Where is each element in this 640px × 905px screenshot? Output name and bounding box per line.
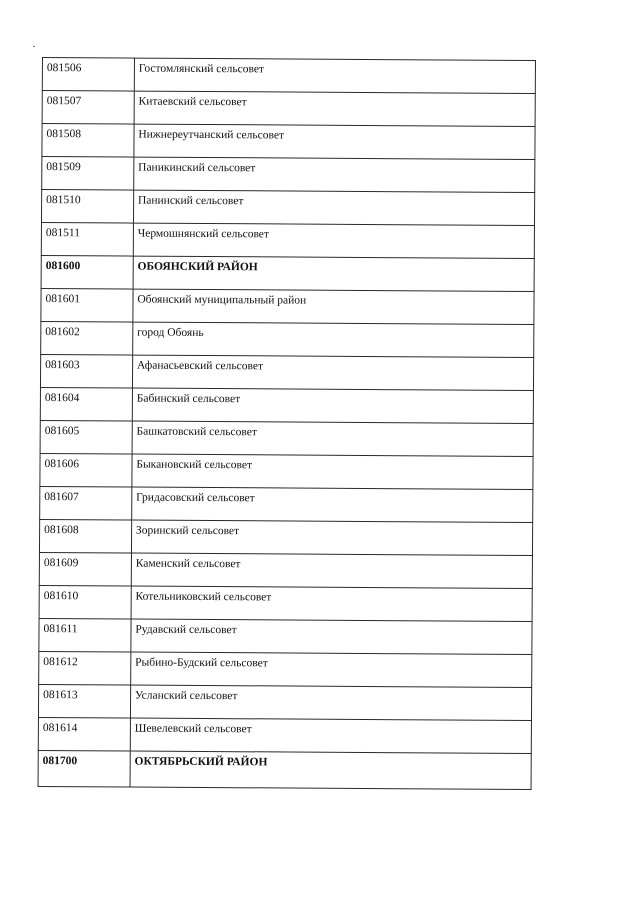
table-row	[40, 420, 533, 456]
code-cell: 081612	[39, 651, 131, 685]
table-row	[39, 585, 532, 621]
table-row	[42, 58, 535, 94]
name-cell: Шевелевский сельсовет	[130, 718, 531, 753]
table-row	[40, 453, 533, 489]
scan-speck	[33, 46, 35, 47]
name-cell: Гридасовский сельсовет	[132, 487, 533, 522]
table-row	[41, 190, 534, 226]
name-cell: Котельниковский сельсовет	[131, 586, 532, 621]
name-cell: Чермошнянский сельсовет	[133, 223, 534, 258]
table-row	[38, 750, 531, 789]
code-cell: 081605	[40, 420, 132, 454]
code-cell: 081606	[40, 453, 132, 487]
table-row	[38, 684, 531, 720]
code-cell: 081509	[42, 157, 134, 191]
table-row	[42, 124, 535, 160]
code-cell: 081613	[38, 684, 130, 718]
name-cell: Бабинский сельсовет	[132, 388, 533, 423]
name-cell: Рыбино-Будский сельсовет	[131, 652, 532, 687]
name-cell: Обоянский муниципальный район	[133, 289, 534, 324]
code-cell: 081611	[39, 618, 131, 652]
table-row	[40, 486, 533, 522]
code-cell: 081607	[40, 486, 132, 520]
name-cell: Каменский сельсовет	[131, 553, 532, 588]
name-cell: Гостомлянский сельсовет	[134, 58, 535, 93]
code-cell: 081614	[38, 717, 130, 751]
code-cell: 081600	[41, 255, 133, 289]
table-row	[41, 321, 534, 357]
table-row	[40, 354, 533, 390]
name-cell: Зоринский сельсовет	[131, 520, 532, 555]
code-cell: 081604	[40, 387, 132, 421]
table-row	[41, 222, 534, 258]
code-cell: 081609	[39, 552, 131, 586]
code-cell: 081511	[41, 222, 133, 256]
table-row	[39, 552, 532, 588]
table-row	[42, 157, 535, 193]
name-cell: Афанасьевский сельсовет	[132, 355, 533, 390]
name-cell: Башкатовский сельсовет	[132, 421, 533, 456]
code-cell: 081700	[38, 750, 130, 787]
name-cell: Панинский сельсовет	[133, 190, 534, 225]
code-cell: 081506	[42, 58, 134, 92]
name-cell: Рудавский сельсовет	[131, 619, 532, 654]
table-row	[39, 618, 532, 654]
code-cell: 081603	[40, 354, 132, 388]
name-cell: Паникинский сельсовет	[134, 157, 535, 192]
code-cell: 081507	[42, 91, 134, 125]
table-row	[39, 651, 532, 687]
name-cell: Усланский сельсовет	[130, 685, 531, 720]
table-row	[41, 288, 534, 324]
territory-code-table	[38, 57, 536, 790]
name-cell: ОБОЯНСКИЙ РАЙОН	[133, 256, 534, 291]
name-cell: Нижнереутчанский сельсовет	[134, 124, 535, 159]
table-row	[39, 519, 532, 555]
code-cell: 081508	[42, 124, 134, 158]
code-cell: 081601	[41, 288, 133, 322]
code-cell: 081510	[41, 190, 133, 224]
name-cell: Быкановский сельсовет	[132, 454, 533, 489]
table-row	[40, 387, 533, 423]
table-row	[41, 255, 534, 291]
table-row	[38, 717, 531, 753]
code-cell: 081602	[41, 321, 133, 355]
code-cell: 081608	[39, 519, 131, 553]
name-cell: ОКТЯБРЬСКИЙ РАЙОН	[130, 751, 531, 789]
code-cell: 081610	[39, 585, 131, 619]
name-cell: город Обоянь	[133, 322, 534, 357]
name-cell: Китаевский сельсовет	[134, 91, 535, 126]
table-row	[42, 91, 535, 127]
table-body	[38, 58, 535, 790]
